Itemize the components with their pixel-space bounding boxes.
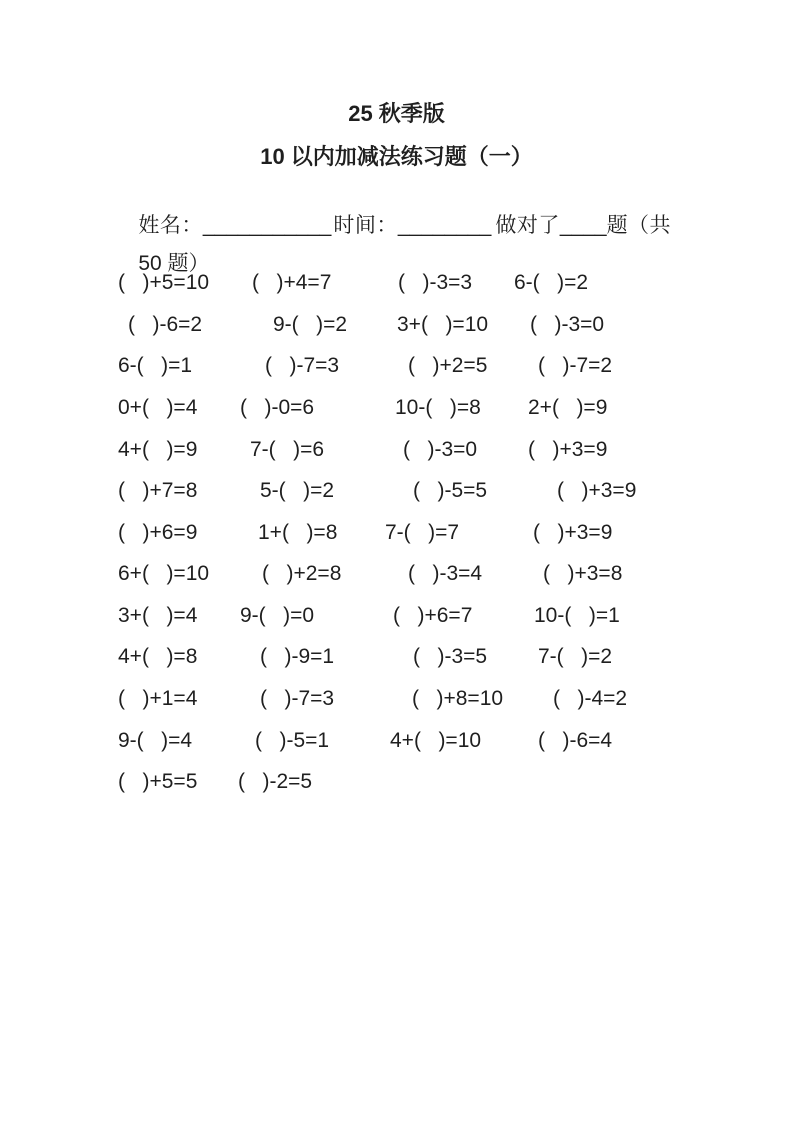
name-label: 姓名： — [138, 214, 203, 237]
math-problem: ( )-3=5 — [413, 645, 488, 668]
math-problem: ( )+2=8 — [262, 562, 342, 585]
math-problem: 9-( )=4 — [118, 729, 193, 752]
math-problem: ( )+5=10 — [118, 271, 210, 294]
math-problem: ( )+3=8 — [543, 562, 623, 585]
math-problem: ( )-5=5 — [413, 479, 488, 502]
math-problem: ( )+7=8 — [118, 479, 198, 502]
math-problem: 0+( )=4 — [118, 396, 198, 419]
time-blank-line: ________ — [397, 214, 492, 237]
math-problem: 6-( )=1 — [118, 354, 193, 377]
score-field — [472, 190, 671, 262]
math-problem: 9-( )=0 — [240, 604, 315, 627]
math-problem: ( )-6=4 — [538, 729, 613, 752]
math-problem: ( )-7=3 — [265, 354, 340, 377]
score-blank-line: ____ — [559, 214, 607, 237]
math-problem: ( )-9=1 — [260, 645, 335, 668]
math-problem: 7-( )=6 — [250, 438, 325, 461]
math-problem: ( )-6=2 — [128, 313, 203, 336]
math-problem: 10-( )=8 — [395, 396, 481, 419]
math-problem: 7-( )=2 — [538, 645, 613, 668]
math-problem: ( )+3=9 — [557, 479, 637, 502]
time-label: 时间： — [333, 214, 398, 237]
math-problem: ( )+6=7 — [393, 604, 473, 627]
total-count-text: 50 题） — [138, 252, 210, 275]
edition-title: 25 秋季版 — [348, 101, 445, 126]
math-problem: 3+( )=10 — [397, 313, 489, 336]
math-problem: ( )+3=9 — [533, 521, 613, 544]
math-problem: ( )+6=9 — [118, 521, 198, 544]
math-problem: ( )-5=1 — [255, 729, 330, 752]
math-problem: ( )+2=5 — [408, 354, 488, 377]
math-problem: 4+( )=10 — [390, 729, 482, 752]
math-problem: 4+( )=8 — [118, 645, 198, 668]
math-problem: ( )-0=6 — [240, 396, 315, 419]
worksheet-title: 10 以内加减法练习题（一） — [260, 144, 533, 169]
math-problem: 7-( )=7 — [385, 521, 460, 544]
math-problem: 10-( )=1 — [534, 604, 620, 627]
math-problem: 2+( )=9 — [528, 396, 608, 419]
math-problem: ( )-4=2 — [553, 687, 628, 710]
math-problem: 4+( )=9 — [118, 438, 198, 461]
math-problem: ( )-2=5 — [238, 770, 313, 793]
math-problem: ( )+3=9 — [528, 438, 608, 461]
math-problem: 6-( )=2 — [514, 271, 589, 294]
name-blank-line: ___________ — [202, 214, 332, 237]
math-problem: 5-( )=2 — [260, 479, 335, 502]
math-problem: 6+( )=10 — [118, 562, 210, 585]
math-problem: 3+( )=4 — [118, 604, 198, 627]
time-field — [310, 190, 491, 262]
math-problem: ( )+4=7 — [252, 271, 332, 294]
math-problem: 1+( )=8 — [258, 521, 338, 544]
math-problem: ( )-7=2 — [538, 354, 613, 377]
math-problem: ( )-3=0 — [530, 313, 605, 336]
math-problem: ( )+1=4 — [118, 687, 198, 710]
math-problem: ( )-3=3 — [398, 271, 473, 294]
score-label: 做对了 — [495, 214, 560, 237]
score-suffix: 题（共 — [606, 214, 672, 237]
math-problem: ( )-7=3 — [260, 687, 335, 710]
math-problem: ( )-3=4 — [408, 562, 483, 585]
math-problem: ( )+8=10 — [412, 687, 504, 710]
math-problem: ( )-3=0 — [403, 438, 478, 461]
math-problem: 9-( )=2 — [273, 313, 348, 336]
math-problem: ( )+5=5 — [118, 770, 198, 793]
